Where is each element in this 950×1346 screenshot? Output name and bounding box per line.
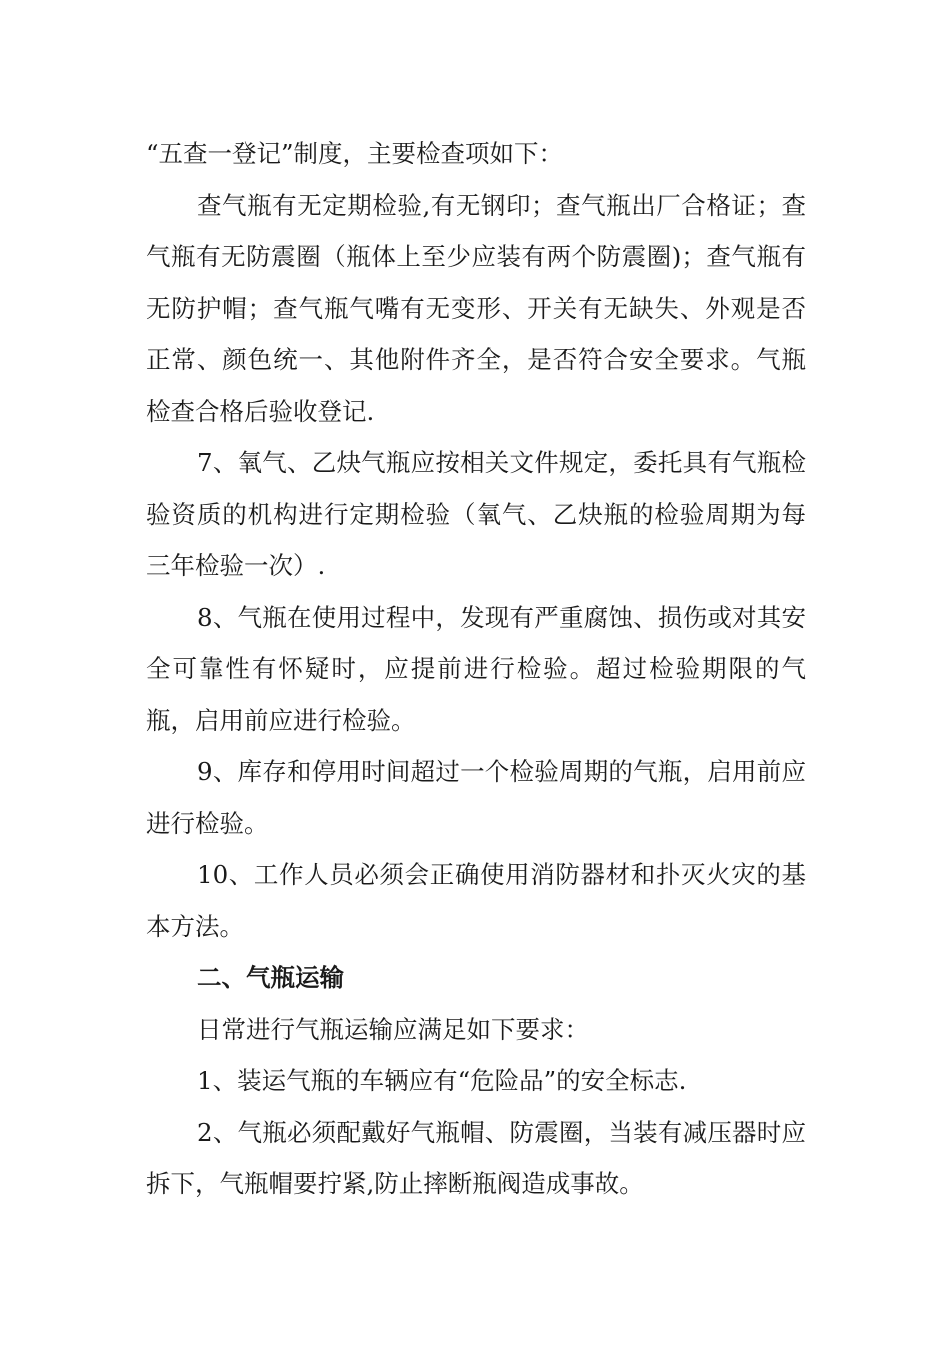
paragraph-item-9: 9、库存和停用时间超过一个检验周期的气瓶，启用前应进行检验。 [146,757,806,838]
paragraph-five-checks-intro: “五查一登记”制度，主要检查项如下： [146,139,564,168]
paragraph-transport-item-2: 2、气瓶必须配戴好气瓶帽、防震圈，当装有减压器时应拆下，气瓶帽要拧紧,防止摔断瓶阀造成事故。 [146,1117,806,1198]
document-body [146,128,806,1210]
paragraph-item-10: 10、工作人员必须会正确使用消防器材和扑灭火灾的基本方法。 [146,860,806,941]
paragraph-transport-intro: 日常进行气瓶运输应满足如下要求： [197,1014,589,1044]
paragraph-item-7: 7、氧气、乙炔气瓶应按相关文件规定，委托具有气瓶检验资质的机构进行定期检验（氧气、乙炔瓶的检验周期为每三年检验一次）. [146,448,806,580]
paragraph-item-8: 8、气瓶在使用过程中，发现有严重腐蚀、损伤或对其安全可靠性有怀疑时，应提前进行检验。超过检验期限的气瓶，启用前应进行检验。 [146,602,806,735]
paragraph-check-items: 查气瓶有无定期检验,有无钢印；查气瓶出厂合格证；查气瓶有无防震圈（瓶体上至少应装有两个防震圈)；查气瓶有无防护帽；查气瓶气嘴有无变形、开关有无缺失、外观是否正常、颜色统一、其他附件齐全，是否符合安全要求。气瓶检查合格后验收登记. [146,190,806,426]
paragraph-transport-item-1: 1、装运气瓶的车辆应有“危险品”的安全标志. [197,1066,687,1095]
section-heading-transport: 二、气瓶运输 [197,963,344,992]
